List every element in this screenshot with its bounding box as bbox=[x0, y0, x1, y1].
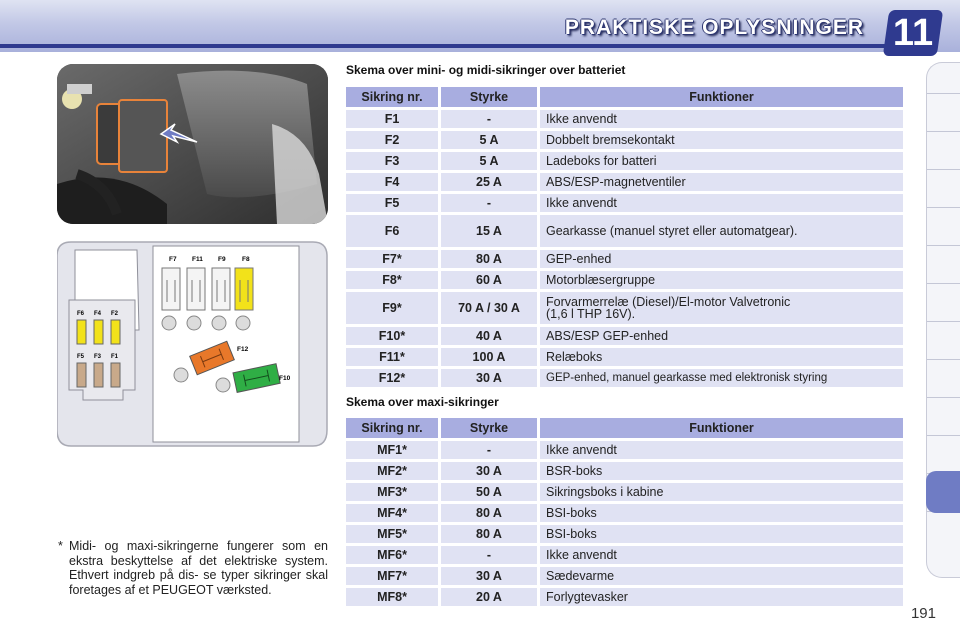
fuse-f3 bbox=[94, 363, 103, 387]
column-header-rating: Styrke bbox=[441, 418, 537, 438]
fuse-f11 bbox=[187, 268, 205, 310]
engine-bay-photo bbox=[57, 64, 328, 224]
table-row bbox=[346, 462, 903, 480]
table-row bbox=[346, 348, 903, 366]
footnote-asterisk: * bbox=[58, 539, 63, 553]
fuse-label-f5: F5 bbox=[77, 354, 85, 360]
table-row bbox=[346, 110, 903, 128]
fuse-rating: 80 A bbox=[441, 250, 537, 268]
fuse-number: F6 bbox=[346, 215, 438, 247]
tab-divider bbox=[927, 207, 960, 208]
header-rule bbox=[0, 44, 890, 48]
fuse-label-f12: F12 bbox=[237, 346, 249, 353]
tab-divider bbox=[927, 321, 960, 322]
fuse-number: MF6* bbox=[346, 546, 438, 564]
tab-divider bbox=[927, 283, 960, 284]
fuse-number: MF4* bbox=[346, 504, 438, 522]
fuse-function: Ikke anvendt bbox=[540, 441, 903, 459]
column-header-rating: Styrke bbox=[441, 87, 537, 107]
fuse-rating: 40 A bbox=[441, 327, 537, 345]
fuse-number: F11* bbox=[346, 348, 438, 366]
fuse-number: F2 bbox=[346, 131, 438, 149]
fuse-function: ABS/ESP GEP-enhed bbox=[540, 327, 903, 345]
engine-bay-illustration bbox=[57, 64, 328, 224]
tab-divider bbox=[927, 397, 960, 398]
fuse-function: BSI-boks bbox=[540, 504, 903, 522]
fuse-function-line: (1,6 l THP 16V). bbox=[546, 307, 636, 321]
fuse-label-f4: F4 bbox=[94, 311, 102, 317]
fuse-label-f2: F2 bbox=[111, 311, 119, 317]
table-row bbox=[346, 271, 903, 289]
tab-divider bbox=[927, 169, 960, 170]
column-header-function: Funktioner bbox=[540, 87, 903, 107]
fuse-label-f8: F8 bbox=[242, 256, 250, 263]
fuse-function: BSR-boks bbox=[540, 462, 903, 480]
fuse-function bbox=[540, 292, 903, 324]
fuse-number: MF2* bbox=[346, 462, 438, 480]
fuse-rating: 60 A bbox=[441, 271, 537, 289]
fuse-number: F10* bbox=[346, 327, 438, 345]
chapter-number: 11 bbox=[892, 11, 934, 54]
fuse-f4 bbox=[94, 320, 103, 344]
chapter-badge bbox=[883, 10, 943, 56]
fuse-label-f7: F7 bbox=[169, 256, 177, 263]
table-row bbox=[346, 292, 903, 324]
fuse-function: Ladeboks for batteri bbox=[540, 152, 903, 170]
table-row bbox=[346, 546, 903, 564]
column-header-fuse: Sikring nr. bbox=[346, 87, 438, 107]
fuse-box-diagram bbox=[57, 240, 328, 448]
fuse-number: MF3* bbox=[346, 483, 438, 501]
fuse-label-f1: F1 bbox=[111, 354, 119, 360]
mini-fuse-table bbox=[346, 87, 903, 390]
footnote bbox=[58, 539, 328, 597]
fuse-label-f3: F3 bbox=[94, 354, 102, 360]
fuse-number: F3 bbox=[346, 152, 438, 170]
fuse-function: BSI-boks bbox=[540, 525, 903, 543]
fuse-function: Forlygtevasker bbox=[540, 588, 903, 606]
fuse-label-f6: F6 bbox=[77, 311, 85, 317]
fuse-function: GEP-enhed bbox=[540, 250, 903, 268]
fuse-rating: - bbox=[441, 110, 537, 128]
fuse-function: Dobbelt bremsekontakt bbox=[540, 131, 903, 149]
maxi-fuse-table bbox=[346, 418, 903, 609]
column-header-function: Funktioner bbox=[540, 418, 903, 438]
fuse-rating: 70 A / 30 A bbox=[441, 292, 537, 324]
fuse-rating: 80 A bbox=[441, 504, 537, 522]
page-number: 191 bbox=[910, 605, 936, 622]
fuse-rating: 25 A bbox=[441, 173, 537, 191]
page-title: PRAKTISKE OPLYSNINGER bbox=[564, 16, 864, 39]
fuse-function: Sikringsboks i kabine bbox=[540, 483, 903, 501]
tab-active-chapter[interactable] bbox=[926, 471, 960, 513]
fuse-number: MF8* bbox=[346, 588, 438, 606]
column-header-fuse: Sikring nr. bbox=[346, 418, 438, 438]
fuse-f6 bbox=[77, 320, 86, 344]
table-row bbox=[346, 483, 903, 501]
fuse-function: Ikke anvendt bbox=[540, 110, 903, 128]
table-row bbox=[346, 131, 903, 149]
fuse-function: Motorblæsergruppe bbox=[540, 271, 903, 289]
maxi-fuse-section-title: Skema over maxi-sikringer bbox=[346, 395, 499, 409]
fuse-f9 bbox=[212, 268, 230, 310]
fuse-f8 bbox=[235, 268, 253, 310]
fuse-number: MF5* bbox=[346, 525, 438, 543]
table-row bbox=[346, 173, 903, 191]
fuse-label-f10: F10 bbox=[279, 375, 291, 382]
fuse-rating: 30 A bbox=[441, 567, 537, 585]
tab-divider bbox=[927, 131, 960, 132]
fuse-function: Relæboks bbox=[540, 348, 903, 366]
table-header-row bbox=[346, 87, 903, 107]
fuse-rating: 5 A bbox=[441, 131, 537, 149]
fuse-number: F9* bbox=[346, 292, 438, 324]
table-row bbox=[346, 441, 903, 459]
table-row bbox=[346, 215, 903, 247]
fuse-f2 bbox=[111, 320, 120, 344]
table-row bbox=[346, 525, 903, 543]
table-row bbox=[346, 588, 903, 606]
table-row bbox=[346, 567, 903, 585]
fuse-rating: - bbox=[441, 546, 537, 564]
fuse-label-f11: F11 bbox=[192, 256, 203, 263]
fuse-number: F12* bbox=[346, 369, 438, 387]
footnote-text: Midi- og maxi-sikringerne fungerer som en ekstra beskyttelse af det elektriske system. Ethvert indgreb på dis- se typer sikringer skal foretages af et PEUGEOT værksted. bbox=[69, 539, 328, 597]
fuse-rating: - bbox=[441, 194, 537, 212]
fuse-rating: 5 A bbox=[441, 152, 537, 170]
fuse-f7 bbox=[162, 268, 180, 310]
fuse-function: Ikke anvendt bbox=[540, 194, 903, 212]
fuse-rating: 15 A bbox=[441, 215, 537, 247]
fuse-function: Sædevarme bbox=[540, 567, 903, 585]
mini-fuse-section-title: Skema over mini- og midi-sikringer over batteriet bbox=[346, 63, 626, 77]
fuse-rating: 20 A bbox=[441, 588, 537, 606]
chapter-tab-strip bbox=[926, 62, 960, 578]
fuse-number: MF7* bbox=[346, 567, 438, 585]
tab-divider bbox=[927, 245, 960, 246]
fuse-f1 bbox=[111, 363, 120, 387]
tab-divider bbox=[927, 435, 960, 436]
fuse-number: F5 bbox=[346, 194, 438, 212]
fuse-number: MF1* bbox=[346, 441, 438, 459]
table-row bbox=[346, 504, 903, 522]
fuse-function: Gearkasse (manuel styret eller automatgear). bbox=[540, 215, 903, 247]
table-row bbox=[346, 152, 903, 170]
table-row bbox=[346, 369, 903, 387]
fuse-function: ABS/ESP-magnetventiler bbox=[540, 173, 903, 191]
fuse-rating: 30 A bbox=[441, 369, 537, 387]
tab-divider bbox=[927, 359, 960, 360]
table-header-row bbox=[346, 418, 903, 438]
fuse-function: GEP-enhed, manuel gearkasse med elektronisk styring bbox=[540, 369, 903, 387]
fuse-number: F1 bbox=[346, 110, 438, 128]
fuse-number: F4 bbox=[346, 173, 438, 191]
fuse-number: F7* bbox=[346, 250, 438, 268]
fuse-rating: 100 A bbox=[441, 348, 537, 366]
fuse-number: F8* bbox=[346, 271, 438, 289]
fuse-diagram-svg bbox=[57, 240, 328, 448]
table-row bbox=[346, 327, 903, 345]
fuse-rating: 30 A bbox=[441, 462, 537, 480]
fuse-rating: 50 A bbox=[441, 483, 537, 501]
fuse-rating: 80 A bbox=[441, 525, 537, 543]
table-row bbox=[346, 194, 903, 212]
fuse-label-f9: F9 bbox=[218, 256, 226, 263]
table-row bbox=[346, 250, 903, 268]
fuse-function: Ikke anvendt bbox=[540, 546, 903, 564]
fuse-rating: - bbox=[441, 441, 537, 459]
fuse-function-line: Forvarmerrelæ (Diesel)/El-motor Valvetronic bbox=[546, 295, 791, 309]
tab-divider bbox=[927, 93, 960, 94]
fuse-f5 bbox=[77, 363, 86, 387]
